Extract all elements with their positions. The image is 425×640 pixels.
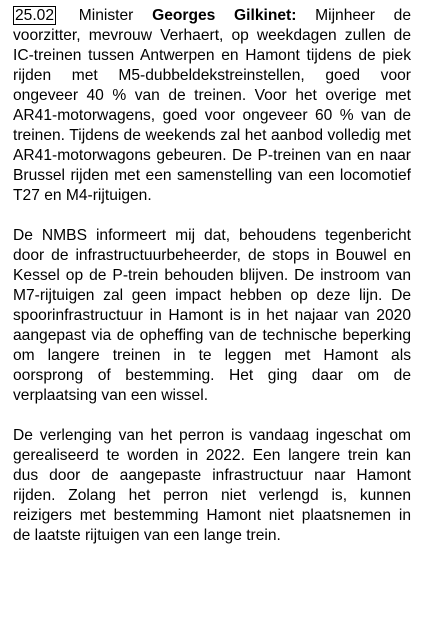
speaker-title: Minister (78, 7, 134, 24)
question-number: 25.02 (15, 7, 55, 24)
answer-paragraph-2 (13, 226, 411, 406)
paragraph-text-3: De verlenging van het perron is vandaag ingeschat om gerealiseerd te worden in 2022. Een langere trein kan dus door de aangepaste infrastructuur naar Hamont rijden. Zolang het perron niet verlengd is, kunnen reizigers met bestemming Hamont niet plaatsnemen in de laatste rijtuigen van een lange trein. (13, 427, 411, 544)
speaker-name: Georges Gilkinet: (152, 7, 297, 24)
answer-paragraph-3 (13, 426, 411, 546)
answer-paragraph-1 (13, 6, 411, 206)
paragraph-text-1: Mijnheer de voorzitter, mevrouw Verhaert, op weekdagen zullen de IC-treinen tussen Antwerpen en Hamont tijdens de piek rijden met M5-dubbeldekstreinstellen, goed voor ongeveer 40 % van de treinen. Voor het overige met AR41-motorwagens, goed voor ongeveer 60 % van de treinen. Tijdens de weekends zal het aanbod volledig met AR41-motorwagons gebeuren. De P-treinen van en naar Brussel rijden met een samenstelling van een locomotief T27 en M4-rijtuigen. (13, 7, 411, 204)
paragraph-text-2: De NMBS informeert mij dat, behoudens tegenbericht door de infrastructuurbeheerder, de stops in Bouwel en Kessel op de P-trein behouden blijven. De instroom van M7-rijtuigen zal geen impact hebben op deze lijn. De spoorinfrastructuur in Hamont is in het najaar van 2020 aangepast via de opheffing van de technische beperking om langere treinen in te leggen met Hamont als oorsprong of bestemming. Het ging daar om de verplaatsing van een wissel. (13, 227, 411, 404)
